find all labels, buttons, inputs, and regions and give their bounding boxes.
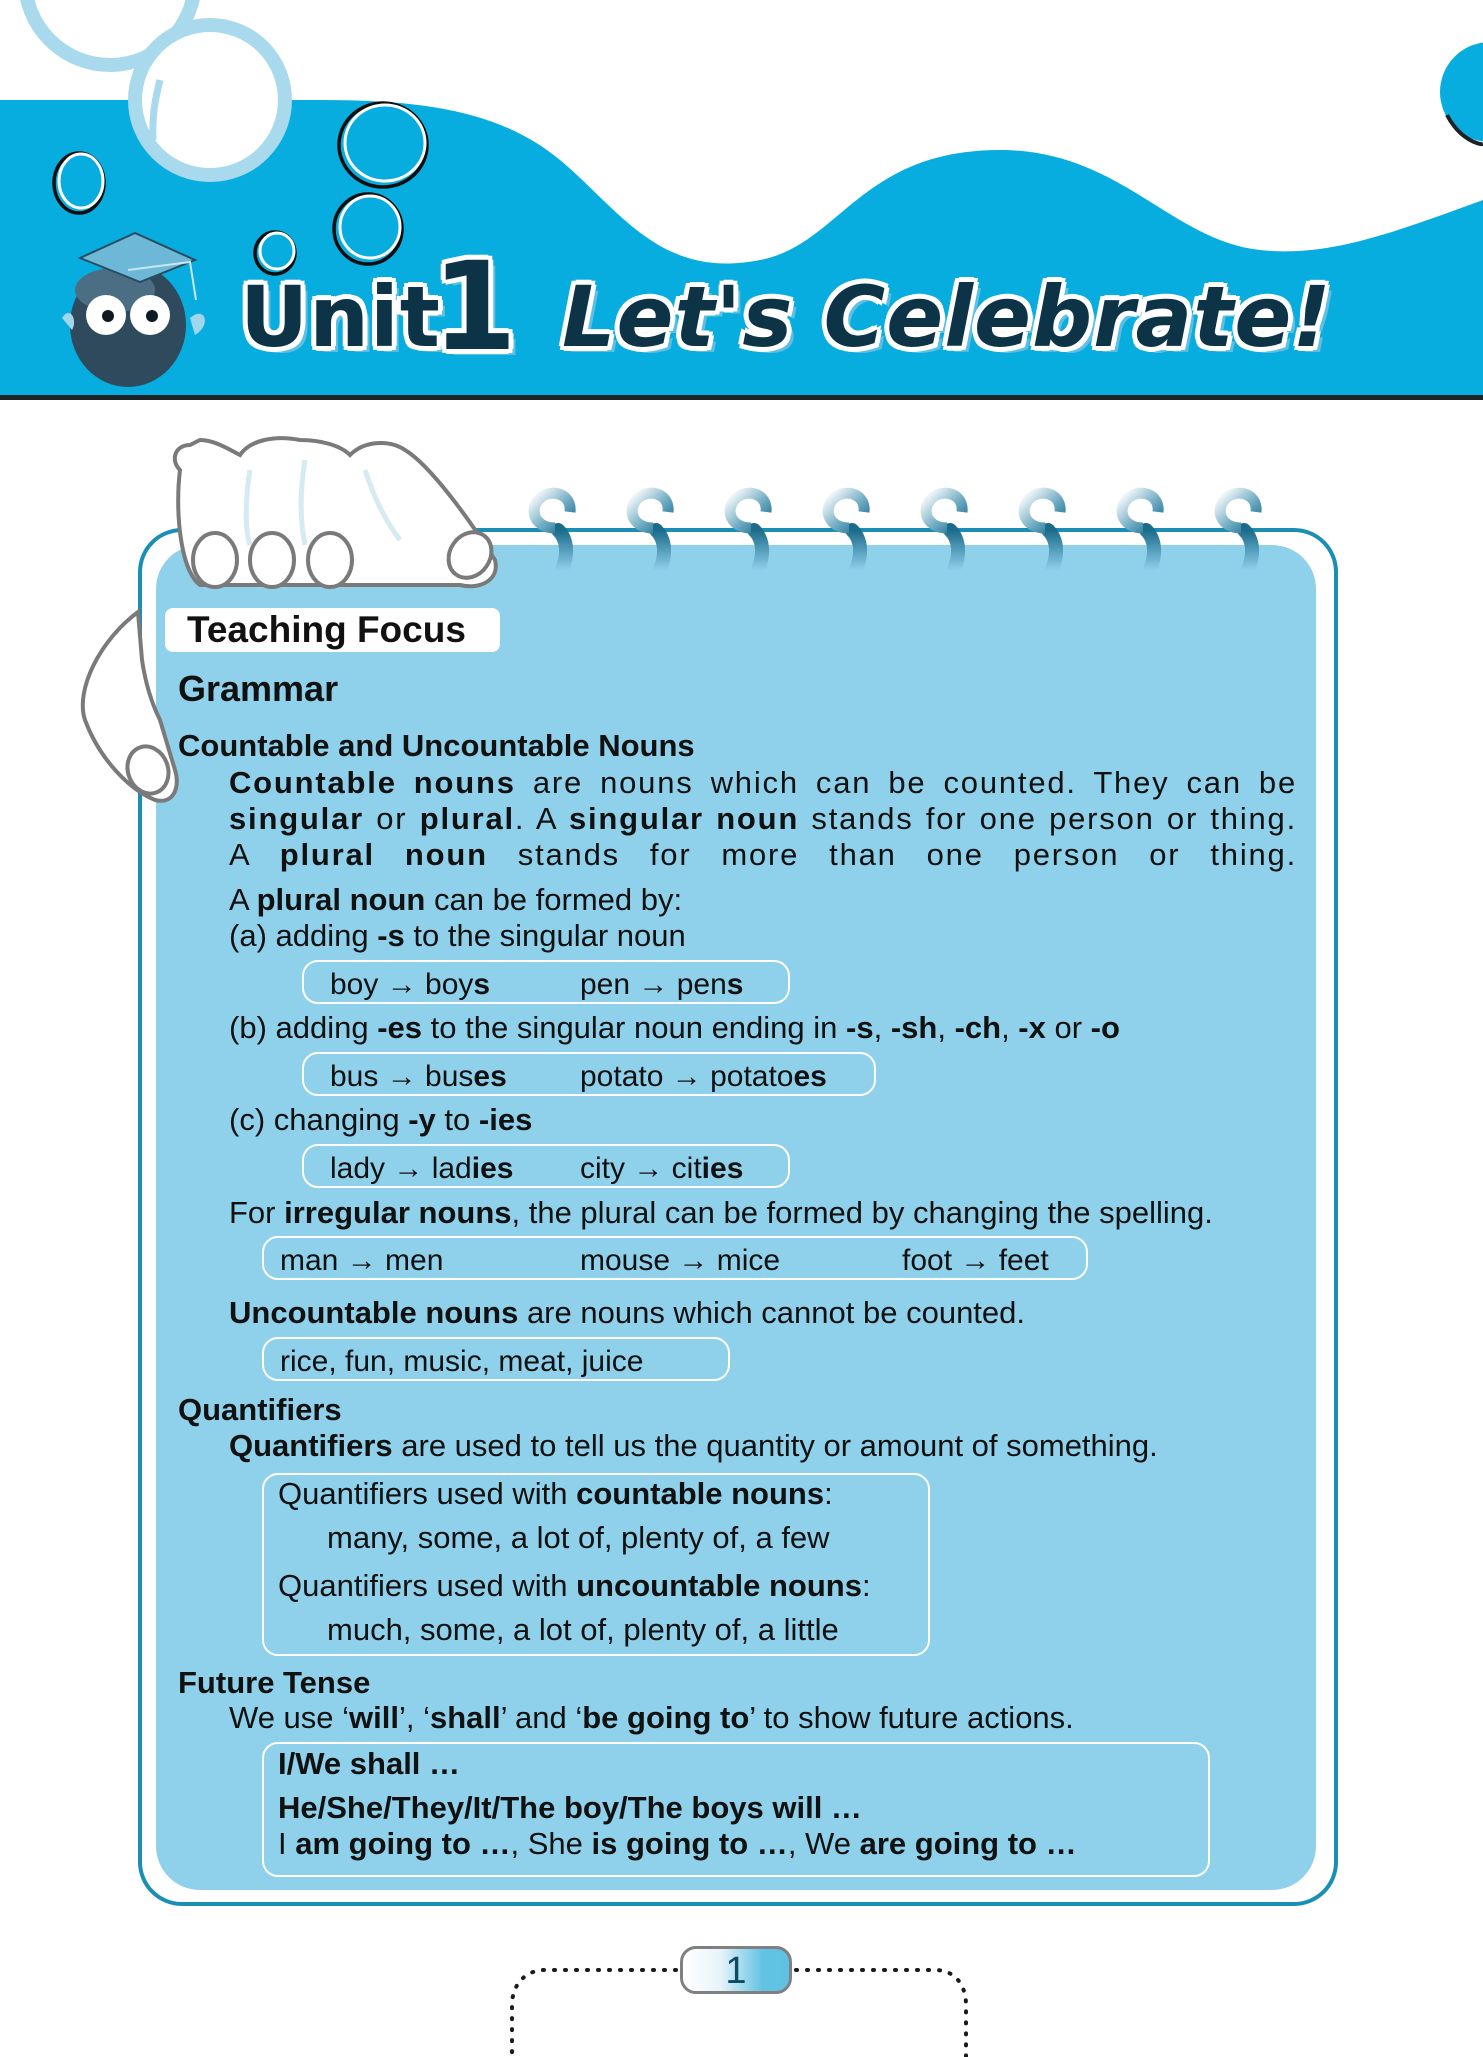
unit-title: Let's Celebrate! bbox=[562, 268, 1332, 366]
future-tense-definition: We use ‘will’, ‘shall’ and ‘be going to’ to show future actions. bbox=[229, 1700, 1074, 1735]
rule-b: (b) adding -es to the singular noun ending in -s, -sh, -ch, -x or -o bbox=[229, 1010, 1120, 1045]
quantifiers-countable-label: Quantifiers used with countable nouns: bbox=[278, 1476, 833, 1511]
spiral-ring-icons bbox=[534, 493, 1256, 570]
future-shall-line: I/We shall … bbox=[278, 1746, 461, 1781]
grammar-heading: Grammar bbox=[178, 668, 339, 709]
unit-label: Unit bbox=[240, 268, 441, 366]
quantifiers-heading: Quantifiers bbox=[178, 1392, 342, 1427]
irregular-nouns-rule: For irregular nouns, the plural can be formed by changing the spelling. bbox=[229, 1195, 1213, 1230]
irregular-examples: man → men mouse → mice foot → feet bbox=[262, 1236, 1088, 1280]
teaching-focus-label: Teaching Focus bbox=[187, 609, 466, 650]
future-tense-heading: Future Tense bbox=[178, 1665, 371, 1700]
quantifiers-countable-list: many, some, a lot of, plenty of, a few bbox=[327, 1520, 830, 1555]
rule-a: (a) adding -s to the singular noun bbox=[229, 918, 686, 953]
future-going-to-line: I am going to …, She is going to …, We are going to … bbox=[278, 1826, 1077, 1861]
rule-b-examples: bus → buses potato → potatoes bbox=[302, 1052, 876, 1096]
uncountable-examples: rice, fun, music, meat, juice bbox=[262, 1337, 730, 1381]
plural-formed-by: A plural noun can be formed by: bbox=[229, 882, 683, 917]
page-number: 1 bbox=[680, 1946, 792, 1994]
rule-c: (c) changing -y to -ies bbox=[229, 1102, 533, 1137]
future-will-line: He/She/They/It/The boy/The boys will … bbox=[278, 1790, 862, 1825]
unit-number: 1 bbox=[432, 236, 518, 378]
rule-a-examples: boy → boys pen → pens bbox=[302, 960, 790, 1004]
quantifiers-uncountable-list: much, some, a lot of, plenty of, a little bbox=[327, 1612, 839, 1647]
countable-uncountable-heading: Countable and Uncountable Nouns bbox=[178, 728, 695, 763]
quantifiers-definition: Quantifiers are used to tell us the quantity or amount of something. bbox=[229, 1428, 1158, 1463]
quantifiers-uncountable-label: Quantifiers used with uncountable nouns: bbox=[278, 1568, 871, 1603]
rule-c-examples: lady → ladies city → cities bbox=[302, 1144, 790, 1188]
uncountable-nouns-definition: Uncountable nouns are nouns which cannot be counted. bbox=[229, 1295, 1026, 1330]
countable-nouns-definition: Countable nouns are nouns which can be counted. They can be singular or plural. A singular noun stands for one person or thing. A plural noun stands for more than one person or thing. bbox=[229, 765, 1298, 872]
